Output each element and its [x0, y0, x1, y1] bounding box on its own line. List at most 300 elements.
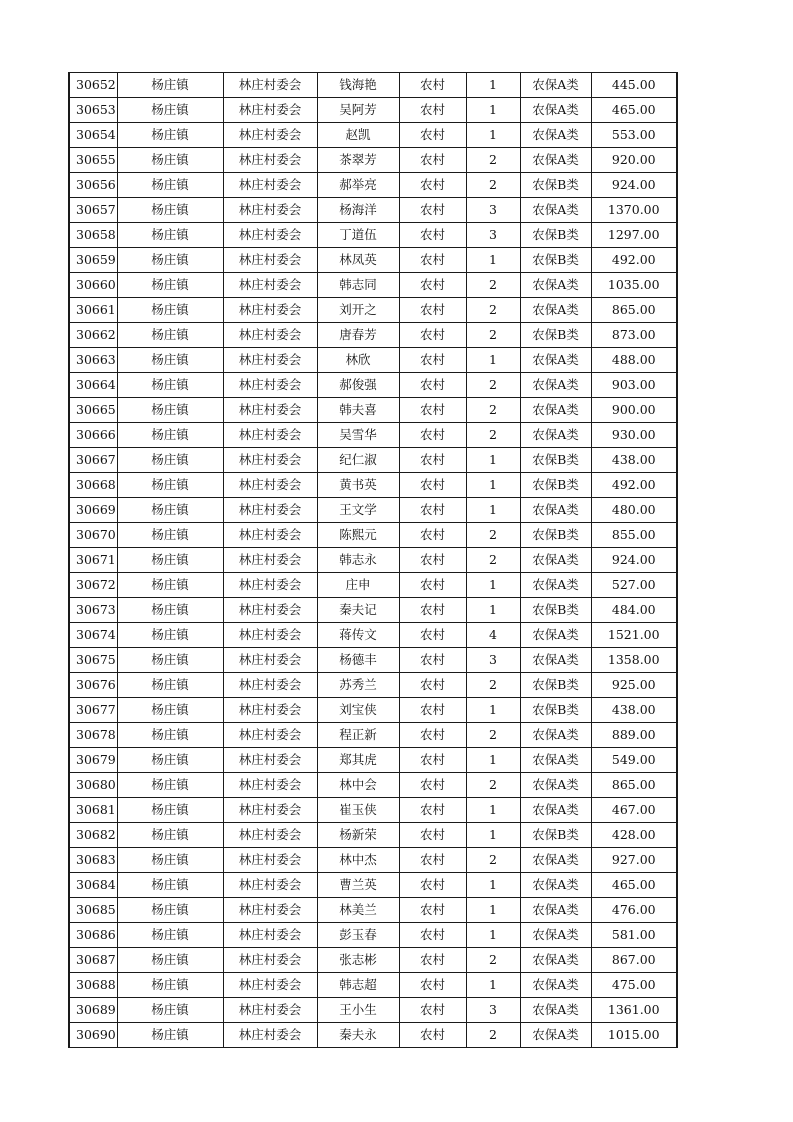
amount-cell: 475.00 — [591, 973, 677, 998]
town-cell: 杨庄镇 — [117, 148, 223, 173]
area-type-cell: 农村 — [399, 648, 466, 673]
amount-cell: 1361.00 — [591, 998, 677, 1023]
insurance-category-cell: 农保B类 — [520, 598, 591, 623]
insurance-category-cell: 农保B类 — [520, 248, 591, 273]
town-cell: 杨庄镇 — [117, 748, 223, 773]
table-row — [69, 773, 677, 798]
area-type-cell: 农村 — [399, 823, 466, 848]
town-cell: 杨庄镇 — [117, 598, 223, 623]
town-cell: 杨庄镇 — [117, 298, 223, 323]
household-count-cell: 3 — [466, 223, 520, 248]
person-name-cell: 林欣 — [317, 348, 399, 373]
village-committee-cell: 林庄村委会 — [223, 423, 317, 448]
village-committee-cell: 林庄村委会 — [223, 748, 317, 773]
person-name-cell: 唐春芳 — [317, 323, 399, 348]
amount-cell: 438.00 — [591, 448, 677, 473]
person-name-cell: 韩志同 — [317, 273, 399, 298]
record-id-cell: 30661 — [69, 298, 117, 323]
household-count-cell: 1 — [466, 473, 520, 498]
area-type-cell: 农村 — [399, 673, 466, 698]
table-row — [69, 523, 677, 548]
insurance-category-cell: 农保B类 — [520, 448, 591, 473]
area-type-cell: 农村 — [399, 873, 466, 898]
table-row — [69, 498, 677, 523]
village-committee-cell: 林庄村委会 — [223, 823, 317, 848]
record-id-cell: 30681 — [69, 798, 117, 823]
household-count-cell: 3 — [466, 198, 520, 223]
amount-cell: 1358.00 — [591, 648, 677, 673]
insurance-category-cell: 农保A类 — [520, 498, 591, 523]
person-name-cell: 杨新荣 — [317, 823, 399, 848]
amount-cell: 900.00 — [591, 398, 677, 423]
town-cell: 杨庄镇 — [117, 373, 223, 398]
table-row — [69, 848, 677, 873]
village-committee-cell: 林庄村委会 — [223, 848, 317, 873]
table-row — [69, 473, 677, 498]
table-row — [69, 98, 677, 123]
household-count-cell: 1 — [466, 923, 520, 948]
household-count-cell: 1 — [466, 598, 520, 623]
amount-cell: 930.00 — [591, 423, 677, 448]
town-cell: 杨庄镇 — [117, 223, 223, 248]
record-id-cell: 30683 — [69, 848, 117, 873]
person-name-cell: 茶翠芳 — [317, 148, 399, 173]
person-name-cell: 林美兰 — [317, 898, 399, 923]
table-row — [69, 548, 677, 573]
village-committee-cell: 林庄村委会 — [223, 573, 317, 598]
person-name-cell: 刘开之 — [317, 298, 399, 323]
town-cell: 杨庄镇 — [117, 548, 223, 573]
village-committee-cell: 林庄村委会 — [223, 948, 317, 973]
town-cell: 杨庄镇 — [117, 498, 223, 523]
insurance-category-cell: 农保B类 — [520, 823, 591, 848]
table-row — [69, 323, 677, 348]
household-count-cell: 2 — [466, 948, 520, 973]
town-cell: 杨庄镇 — [117, 123, 223, 148]
person-name-cell: 郝举亮 — [317, 173, 399, 198]
town-cell: 杨庄镇 — [117, 723, 223, 748]
amount-cell: 527.00 — [591, 573, 677, 598]
village-committee-cell: 林庄村委会 — [223, 498, 317, 523]
village-committee-cell: 林庄村委会 — [223, 198, 317, 223]
town-cell: 杨庄镇 — [117, 273, 223, 298]
table-row — [69, 998, 677, 1023]
village-committee-cell: 林庄村委会 — [223, 648, 317, 673]
village-committee-cell: 林庄村委会 — [223, 298, 317, 323]
amount-cell: 445.00 — [591, 73, 677, 98]
table-row — [69, 173, 677, 198]
person-name-cell: 郝俊强 — [317, 373, 399, 398]
insurance-category-cell: 农保A类 — [520, 948, 591, 973]
insurance-category-cell: 农保A类 — [520, 1023, 591, 1048]
amount-cell: 865.00 — [591, 773, 677, 798]
person-name-cell: 黄书英 — [317, 473, 399, 498]
household-count-cell: 1 — [466, 498, 520, 523]
amount-cell: 903.00 — [591, 373, 677, 398]
table-row — [69, 198, 677, 223]
village-committee-cell: 林庄村委会 — [223, 473, 317, 498]
village-committee-cell: 林庄村委会 — [223, 998, 317, 1023]
person-name-cell: 林中会 — [317, 773, 399, 798]
record-id-cell: 30680 — [69, 773, 117, 798]
table-row — [69, 598, 677, 623]
table-row — [69, 698, 677, 723]
insurance-category-cell: 农保B类 — [520, 473, 591, 498]
area-type-cell: 农村 — [399, 998, 466, 1023]
area-type-cell: 农村 — [399, 798, 466, 823]
insurance-category-cell: 农保A类 — [520, 548, 591, 573]
person-name-cell: 崔玉侠 — [317, 798, 399, 823]
insurance-category-cell: 农保A类 — [520, 773, 591, 798]
household-count-cell: 1 — [466, 973, 520, 998]
insurance-category-cell: 农保A类 — [520, 573, 591, 598]
record-id-cell: 30664 — [69, 373, 117, 398]
record-id-cell: 30686 — [69, 923, 117, 948]
household-count-cell: 4 — [466, 623, 520, 648]
household-count-cell: 2 — [466, 148, 520, 173]
area-type-cell: 农村 — [399, 748, 466, 773]
person-name-cell: 庄申 — [317, 573, 399, 598]
town-cell: 杨庄镇 — [117, 623, 223, 648]
amount-cell: 1015.00 — [591, 1023, 677, 1048]
town-cell: 杨庄镇 — [117, 448, 223, 473]
town-cell: 杨庄镇 — [117, 673, 223, 698]
town-cell: 杨庄镇 — [117, 798, 223, 823]
village-committee-cell: 林庄村委会 — [223, 98, 317, 123]
village-committee-cell: 林庄村委会 — [223, 523, 317, 548]
record-id-cell: 30657 — [69, 198, 117, 223]
record-id-cell: 30668 — [69, 473, 117, 498]
area-type-cell: 农村 — [399, 973, 466, 998]
record-id-cell: 30656 — [69, 173, 117, 198]
table-row — [69, 973, 677, 998]
household-count-cell: 1 — [466, 123, 520, 148]
area-type-cell: 农村 — [399, 1023, 466, 1048]
village-committee-cell: 林庄村委会 — [223, 348, 317, 373]
town-cell: 杨庄镇 — [117, 848, 223, 873]
village-committee-cell: 林庄村委会 — [223, 148, 317, 173]
person-name-cell: 王小生 — [317, 998, 399, 1023]
amount-cell: 480.00 — [591, 498, 677, 523]
insurance-category-cell: 农保B类 — [520, 698, 591, 723]
area-type-cell: 农村 — [399, 173, 466, 198]
table-row — [69, 823, 677, 848]
household-count-cell: 1 — [466, 798, 520, 823]
record-id-cell: 30687 — [69, 948, 117, 973]
village-committee-cell: 林庄村委会 — [223, 698, 317, 723]
town-cell: 杨庄镇 — [117, 923, 223, 948]
insurance-category-cell: 农保A类 — [520, 198, 591, 223]
insurance-category-cell: 农保A类 — [520, 723, 591, 748]
village-committee-cell: 林庄村委会 — [223, 248, 317, 273]
roster-body — [69, 73, 677, 1048]
amount-cell: 927.00 — [591, 848, 677, 873]
amount-cell: 492.00 — [591, 473, 677, 498]
record-id-cell: 30660 — [69, 273, 117, 298]
table-row — [69, 148, 677, 173]
insurance-category-cell: 农保B类 — [520, 223, 591, 248]
area-type-cell: 农村 — [399, 723, 466, 748]
area-type-cell: 农村 — [399, 123, 466, 148]
household-count-cell: 3 — [466, 998, 520, 1023]
town-cell: 杨庄镇 — [117, 98, 223, 123]
amount-cell: 484.00 — [591, 598, 677, 623]
town-cell: 杨庄镇 — [117, 573, 223, 598]
insurance-category-cell: 农保A类 — [520, 923, 591, 948]
household-count-cell: 2 — [466, 273, 520, 298]
table-row — [69, 248, 677, 273]
person-name-cell: 韩志超 — [317, 973, 399, 998]
person-name-cell: 杨德丰 — [317, 648, 399, 673]
area-type-cell: 农村 — [399, 98, 466, 123]
person-name-cell: 张志彬 — [317, 948, 399, 973]
household-count-cell: 2 — [466, 723, 520, 748]
record-id-cell: 30670 — [69, 523, 117, 548]
table-row — [69, 423, 677, 448]
village-committee-cell: 林庄村委会 — [223, 898, 317, 923]
village-committee-cell: 林庄村委会 — [223, 973, 317, 998]
village-committee-cell: 林庄村委会 — [223, 173, 317, 198]
amount-cell: 492.00 — [591, 248, 677, 273]
village-committee-cell: 林庄村委会 — [223, 273, 317, 298]
amount-cell: 467.00 — [591, 798, 677, 823]
village-committee-cell: 林庄村委会 — [223, 673, 317, 698]
person-name-cell: 林中杰 — [317, 848, 399, 873]
household-count-cell: 1 — [466, 248, 520, 273]
table-row — [69, 748, 677, 773]
household-count-cell: 3 — [466, 648, 520, 673]
area-type-cell: 农村 — [399, 698, 466, 723]
village-committee-cell: 林庄村委会 — [223, 398, 317, 423]
village-committee-cell: 林庄村委会 — [223, 773, 317, 798]
table-row — [69, 373, 677, 398]
village-committee-cell: 林庄村委会 — [223, 798, 317, 823]
record-id-cell: 30665 — [69, 398, 117, 423]
person-name-cell: 吴阿芳 — [317, 98, 399, 123]
record-id-cell: 30677 — [69, 698, 117, 723]
amount-cell: 465.00 — [591, 873, 677, 898]
insurance-category-cell: 农保A类 — [520, 973, 591, 998]
household-count-cell: 1 — [466, 348, 520, 373]
table-row — [69, 298, 677, 323]
household-count-cell: 2 — [466, 523, 520, 548]
household-count-cell: 2 — [466, 848, 520, 873]
town-cell: 杨庄镇 — [117, 173, 223, 198]
record-id-cell: 30669 — [69, 498, 117, 523]
insurance-category-cell: 农保A类 — [520, 998, 591, 1023]
village-committee-cell: 林庄村委会 — [223, 723, 317, 748]
insurance-category-cell: 农保B类 — [520, 673, 591, 698]
table-row — [69, 398, 677, 423]
town-cell: 杨庄镇 — [117, 898, 223, 923]
record-id-cell: 30662 — [69, 323, 117, 348]
area-type-cell: 农村 — [399, 373, 466, 398]
village-committee-cell: 林庄村委会 — [223, 923, 317, 948]
person-name-cell: 丁道伍 — [317, 223, 399, 248]
area-type-cell: 农村 — [399, 498, 466, 523]
amount-cell: 889.00 — [591, 723, 677, 748]
area-type-cell: 农村 — [399, 398, 466, 423]
table-row — [69, 923, 677, 948]
table-row — [69, 948, 677, 973]
area-type-cell: 农村 — [399, 923, 466, 948]
insurance-category-cell: 农保A类 — [520, 148, 591, 173]
area-type-cell: 农村 — [399, 73, 466, 98]
insurance-category-cell: 农保A类 — [520, 98, 591, 123]
record-id-cell: 30658 — [69, 223, 117, 248]
record-id-cell: 30671 — [69, 548, 117, 573]
amount-cell: 549.00 — [591, 748, 677, 773]
area-type-cell: 农村 — [399, 248, 466, 273]
town-cell: 杨庄镇 — [117, 973, 223, 998]
person-name-cell: 程正新 — [317, 723, 399, 748]
amount-cell: 553.00 — [591, 123, 677, 148]
person-name-cell: 陈熙元 — [317, 523, 399, 548]
record-id-cell: 30666 — [69, 423, 117, 448]
record-id-cell: 30655 — [69, 148, 117, 173]
town-cell: 杨庄镇 — [117, 348, 223, 373]
insurance-category-cell: 农保A类 — [520, 298, 591, 323]
household-count-cell: 1 — [466, 873, 520, 898]
area-type-cell: 农村 — [399, 448, 466, 473]
amount-cell: 924.00 — [591, 173, 677, 198]
table-row — [69, 123, 677, 148]
person-name-cell: 苏秀兰 — [317, 673, 399, 698]
person-name-cell: 刘宝侠 — [317, 698, 399, 723]
area-type-cell: 农村 — [399, 148, 466, 173]
insurance-category-cell: 农保B类 — [520, 323, 591, 348]
table-row — [69, 623, 677, 648]
village-committee-cell: 林庄村委会 — [223, 323, 317, 348]
area-type-cell: 农村 — [399, 273, 466, 298]
area-type-cell: 农村 — [399, 773, 466, 798]
village-committee-cell: 林庄村委会 — [223, 1023, 317, 1048]
record-id-cell: 30679 — [69, 748, 117, 773]
area-type-cell: 农村 — [399, 198, 466, 223]
record-id-cell: 30690 — [69, 1023, 117, 1048]
household-count-cell: 2 — [466, 398, 520, 423]
town-cell: 杨庄镇 — [117, 648, 223, 673]
area-type-cell: 农村 — [399, 323, 466, 348]
record-id-cell: 30678 — [69, 723, 117, 748]
person-name-cell: 韩志永 — [317, 548, 399, 573]
insurance-category-cell: 农保A类 — [520, 748, 591, 773]
table-row — [69, 648, 677, 673]
household-count-cell: 1 — [466, 73, 520, 98]
amount-cell: 920.00 — [591, 148, 677, 173]
amount-cell: 867.00 — [591, 948, 677, 973]
household-count-cell: 1 — [466, 698, 520, 723]
town-cell: 杨庄镇 — [117, 998, 223, 1023]
household-count-cell: 1 — [466, 823, 520, 848]
household-count-cell: 2 — [466, 173, 520, 198]
area-type-cell: 农村 — [399, 948, 466, 973]
amount-cell: 925.00 — [591, 673, 677, 698]
village-committee-cell: 林庄村委会 — [223, 223, 317, 248]
person-name-cell: 郑其虎 — [317, 748, 399, 773]
area-type-cell: 农村 — [399, 898, 466, 923]
record-id-cell: 30689 — [69, 998, 117, 1023]
record-id-cell: 30675 — [69, 648, 117, 673]
household-count-cell: 1 — [466, 748, 520, 773]
household-count-cell: 2 — [466, 548, 520, 573]
roster-table — [68, 72, 678, 1048]
record-id-cell: 30653 — [69, 98, 117, 123]
town-cell: 杨庄镇 — [117, 398, 223, 423]
area-type-cell: 农村 — [399, 548, 466, 573]
insurance-category-cell: 农保A类 — [520, 873, 591, 898]
town-cell: 杨庄镇 — [117, 823, 223, 848]
town-cell: 杨庄镇 — [117, 73, 223, 98]
person-name-cell: 王文学 — [317, 498, 399, 523]
table-row — [69, 573, 677, 598]
record-id-cell: 30663 — [69, 348, 117, 373]
record-id-cell: 30684 — [69, 873, 117, 898]
person-name-cell: 曹兰英 — [317, 873, 399, 898]
person-name-cell: 彭玉春 — [317, 923, 399, 948]
amount-cell: 428.00 — [591, 823, 677, 848]
town-cell: 杨庄镇 — [117, 423, 223, 448]
household-count-cell: 2 — [466, 1023, 520, 1048]
person-name-cell: 赵凯 — [317, 123, 399, 148]
household-count-cell: 1 — [466, 98, 520, 123]
table-row — [69, 723, 677, 748]
table-row — [69, 348, 677, 373]
town-cell: 杨庄镇 — [117, 773, 223, 798]
household-count-cell: 1 — [466, 448, 520, 473]
person-name-cell: 林凤英 — [317, 248, 399, 273]
area-type-cell: 农村 — [399, 423, 466, 448]
village-committee-cell: 林庄村委会 — [223, 873, 317, 898]
record-id-cell: 30667 — [69, 448, 117, 473]
person-name-cell: 杨海洋 — [317, 198, 399, 223]
record-id-cell: 30673 — [69, 598, 117, 623]
household-count-cell: 2 — [466, 773, 520, 798]
household-count-cell: 2 — [466, 423, 520, 448]
insurance-category-cell: 农保B类 — [520, 523, 591, 548]
village-committee-cell: 林庄村委会 — [223, 598, 317, 623]
person-name-cell: 韩夫喜 — [317, 398, 399, 423]
table-row — [69, 798, 677, 823]
table-row — [69, 448, 677, 473]
insurance-category-cell: 农保A类 — [520, 898, 591, 923]
table-row — [69, 223, 677, 248]
insurance-category-cell: 农保A类 — [520, 373, 591, 398]
village-committee-cell: 林庄村委会 — [223, 623, 317, 648]
household-count-cell: 1 — [466, 573, 520, 598]
amount-cell: 924.00 — [591, 548, 677, 573]
table-row — [69, 898, 677, 923]
village-committee-cell: 林庄村委会 — [223, 373, 317, 398]
amount-cell: 1297.00 — [591, 223, 677, 248]
person-name-cell: 秦夫永 — [317, 1023, 399, 1048]
village-committee-cell: 林庄村委会 — [223, 123, 317, 148]
person-name-cell: 秦夫记 — [317, 598, 399, 623]
insurance-category-cell: 农保A类 — [520, 123, 591, 148]
record-id-cell: 30652 — [69, 73, 117, 98]
town-cell: 杨庄镇 — [117, 323, 223, 348]
amount-cell: 438.00 — [591, 698, 677, 723]
household-count-cell: 2 — [466, 323, 520, 348]
area-type-cell: 农村 — [399, 348, 466, 373]
household-count-cell: 1 — [466, 898, 520, 923]
area-type-cell: 农村 — [399, 848, 466, 873]
town-cell: 杨庄镇 — [117, 873, 223, 898]
insurance-category-cell: 农保A类 — [520, 648, 591, 673]
village-committee-cell: 林庄村委会 — [223, 448, 317, 473]
area-type-cell: 农村 — [399, 573, 466, 598]
area-type-cell: 农村 — [399, 473, 466, 498]
